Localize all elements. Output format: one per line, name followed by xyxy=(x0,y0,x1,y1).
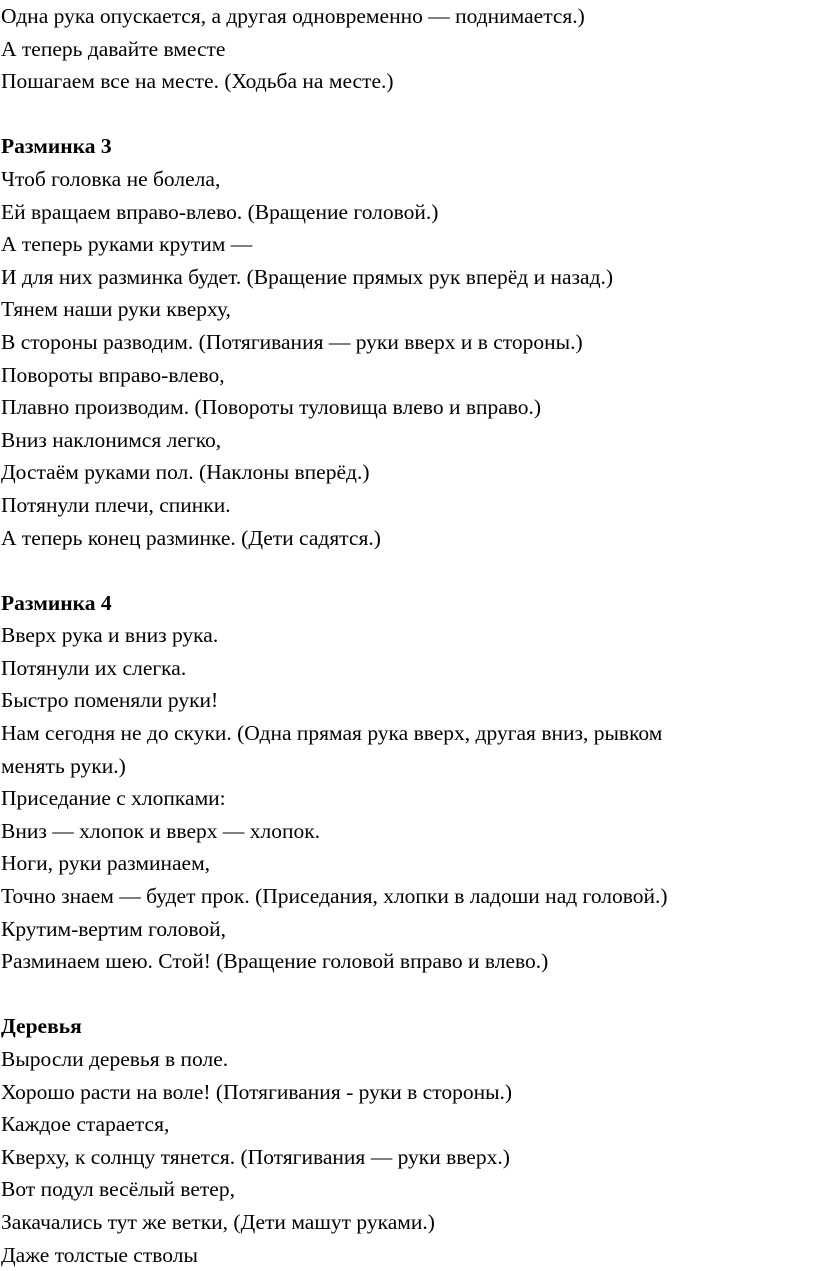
section-heading: Разминка 3 xyxy=(1,134,112,159)
text-line: Чтоб головка не болела, xyxy=(1,166,221,191)
text-line: А теперь руками крутим — xyxy=(1,232,253,257)
text-line: Плавно производим. (Повороты туловища влево и вправо.) xyxy=(1,395,542,420)
text-line: Закачались тут же ветки, (Дети машут руками.) xyxy=(1,1209,435,1234)
text-line: Ноги, руки разминаем, xyxy=(1,851,211,876)
text-line: В стороны разводим. (Потягивания — руки вверх и в стороны.) xyxy=(1,329,583,354)
text-line: И для них разминка будет. (Вращение прямых рук вперёд и назад.) xyxy=(1,264,614,289)
section-razminka-3 xyxy=(1,130,811,554)
text-line: Потянули плечи, спинки. xyxy=(1,492,231,517)
text-line: Кверху, к солнцу тянется. (Потягивания — руки вверх.) xyxy=(1,1144,510,1169)
text-line: Разминаем шею. Стой! (Вращение головой вправо и влево.) xyxy=(1,949,549,974)
text-line: Хорошо расти на воле! (Потягивания - руки в стороны.) xyxy=(1,1079,513,1104)
text-line: Вниз наклонимся легко, xyxy=(1,427,222,452)
section-derevya xyxy=(1,1010,811,1271)
text-line: Повороты вправо-влево, xyxy=(1,362,225,387)
text-line: Быстро поменяли руки! xyxy=(1,688,219,713)
text-line: Вот подул весёлый ветер, xyxy=(1,1177,235,1202)
text-line: А теперь давайте вместе xyxy=(1,36,226,61)
text-line: Пошагаем все на месте. (Ходьба на месте.) xyxy=(1,69,394,94)
text-line: А теперь конец разминке. (Дети садятся.) xyxy=(1,525,381,550)
text-line: Одна рука опускается, а другая одновременно — поднимается.) xyxy=(1,4,585,28)
intro-block xyxy=(1,0,811,98)
text-line: Вверх рука и вниз рука. xyxy=(1,623,219,648)
section-heading: Деревья xyxy=(1,1014,82,1039)
spacer xyxy=(1,554,811,587)
text-line: Крутим-вертим головой, xyxy=(1,916,227,941)
text-line: Выросли деревья в поле. xyxy=(1,1047,229,1071)
text-line: Вниз — хлопок и вверх — хлопок. xyxy=(1,818,321,843)
spacer xyxy=(1,98,811,131)
section-heading: Разминка 4 xyxy=(1,590,112,615)
text-line: Тянем наши руки кверху, xyxy=(1,297,231,322)
text-line: Приседание с хлопками: xyxy=(1,786,226,811)
text-line: менять руки.) xyxy=(1,753,126,778)
section-razminka-4 xyxy=(1,587,811,978)
text-line: Даже толстые стволы xyxy=(1,1242,198,1267)
text-line: Достаём руками пол. (Наклоны вперёд.) xyxy=(1,460,370,485)
text-line: Каждое старается, xyxy=(1,1112,170,1137)
text-line: Ей вращаем вправо-влево. (Вращение головой.) xyxy=(1,199,439,224)
document-body xyxy=(1,0,811,1271)
text-line: Потянули их слегка. xyxy=(1,655,187,680)
spacer xyxy=(1,978,811,1011)
text-line: Нам сегодня не до скуки. (Одна прямая рука вверх, другая вниз, рывком xyxy=(1,721,663,746)
text-line: Точно знаем — будет прок. (Приседания, хлопки в ладоши над головой.) xyxy=(1,884,668,909)
